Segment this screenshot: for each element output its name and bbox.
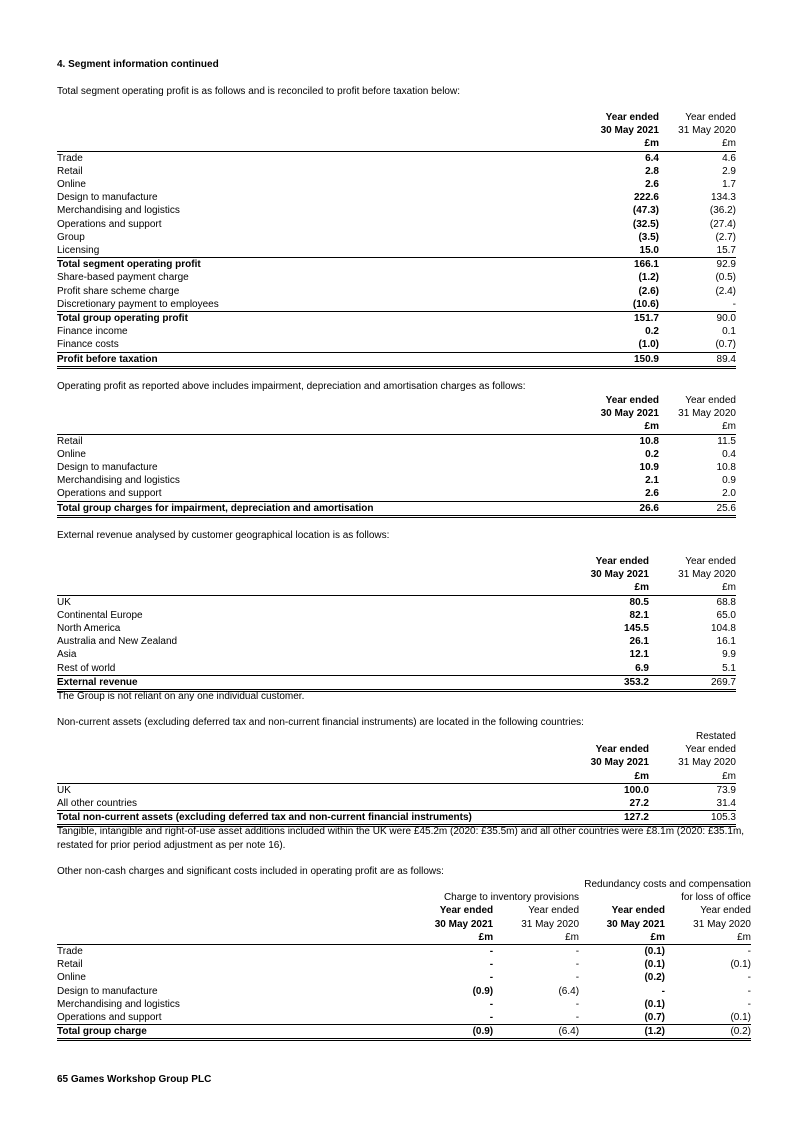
table-row: Rest of world 6.9 5.1 xyxy=(57,662,736,674)
table-row: Operations and support 2.6 2.0 xyxy=(57,488,736,500)
total-row: External revenue 353.2 269.7 xyxy=(57,675,736,690)
segment-profit-table: Year ended Year ended 30 May 2021 31 May 2020 £m £m Trade 6.4 4.6 Retail 2.8 2.9 Online 2.6 1.7 Design to manufacture 222.6 134.3 Merchandising and logistics (47.3) (36.2) Operations and support (32.5) (27.4) Group (3.5) (2.7) Licensing 15.0 15.7 Total segment operating profit 166.1 92.9 Share-based payment charge (1.2) (0.5) Profit share scheme charge (2.6) (2.4) Discretionary payment to employees (10.6) - Total group operating profit 151.7 90.0 Finance income 0.2 0.1 Finance costs (1.0) (0.7) Profit before taxation 150.9 89.4 xyxy=(57,111,736,369)
page-footer: 65 Games Workshop Group PLC xyxy=(57,1074,212,1085)
table-row: Design to manufacture 222.6 134.3 xyxy=(57,192,736,204)
subtotal-row: Total group operating profit 151.7 90.0 xyxy=(57,313,736,325)
table-row: Online - - (0.2) - xyxy=(57,972,751,984)
hdr-prior: Year ended xyxy=(685,112,736,123)
table-row: Retail 10.8 11.5 xyxy=(57,435,736,447)
redundancy-header-2: for loss of office xyxy=(681,892,751,904)
table-row: Operations and support - - (0.7) (0.1) xyxy=(57,1012,751,1024)
asset-additions-note: Tangible, intangible and right-of-use asset additions included within the UK were £45.2m (2020: £35.5m) and all other countries were £8.1m (2020: £35.1m, restated for prior period adjustment as per note 16). xyxy=(57,826,745,851)
table-row: Online 2.6 1.7 xyxy=(57,179,736,191)
intro-revenue: External revenue analysed by customer geographical location is as follows: xyxy=(57,530,390,541)
noncash-charges-table: Redundancy costs and compensation Charge to inventory provisions for loss of office Year ended Year ended Year ended Year ended 30 May 2021 31 May 2020 30 May 2021 31 May 2020 £m £m £m £m Trade - - (0.1) - Retail - - (0.1) (0.1) Online - - (0.2) - Design to manufacture (0.9) (6.4) - - Merchandising and logistics - - (0.1) - Operations and support - - (0.7) (0.1) Total group charge (0.9) (6.4) (1.2) (0.2) xyxy=(57,878,751,1041)
hdr-cur: Year ended xyxy=(605,112,659,123)
table-row: Share-based payment charge (1.2) (0.5) xyxy=(57,272,736,284)
table-row: Asia 12.1 9.9 xyxy=(57,649,736,661)
intro-segment-profit: Total segment operating profit is as follows and is reconciled to profit before taxation below: xyxy=(57,86,460,97)
table-row: Merchandising and logistics - - (0.1) - xyxy=(57,998,751,1010)
table-row: North America 145.5 104.8 xyxy=(57,623,736,635)
table-row: Australia and New Zealand 26.1 16.1 xyxy=(57,636,736,648)
restated-label: Restated xyxy=(695,731,736,742)
table-row: Finance costs (1.0) (0.7) xyxy=(57,339,736,351)
inventory-header: Charge to inventory provisions xyxy=(443,892,580,904)
table-row: Design to manufacture 10.9 10.8 xyxy=(57,462,736,474)
intro-depreciation: Operating profit as reported above includes impairment, depreciation and amortisation charges as follows: xyxy=(57,381,526,392)
table-row: Discretionary payment to employees (10.6) - xyxy=(57,298,736,310)
table-row: Licensing 15.0 15.7 xyxy=(57,245,736,257)
table-row: Retail 2.8 2.9 xyxy=(57,165,736,177)
table-row: Trade - - (0.1) - xyxy=(57,946,751,958)
intro-noncash-charges: Other non-cash charges and significant costs included in operating profit are as follows: xyxy=(57,866,444,877)
table-row: Merchandising and logistics 2.1 0.9 xyxy=(57,475,736,487)
table-row: Trade 6.4 4.6 xyxy=(57,152,736,164)
noncurrent-assets-table: Restated Year ended Year ended 30 May 2021 31 May 2020 £m £m UK 100.0 73.9 All other countries 27.2 31.4 Total non-current assets (excluding deferred tax and non-current financial instruments) 127.2 105.3 xyxy=(57,730,736,827)
revenue-table: Year ended Year ended 30 May 2021 31 May 2020 £m £m UK 80.5 68.8 Continental Europe 82.1 65.0 North America 145.5 104.8 Australia and New Zealand 26.1 16.1 Asia 12.1 9.9 Rest of world 6.9 5.1 External revenue 353.2 269.7 xyxy=(57,555,736,692)
table-row: Retail - - (0.1) (0.1) xyxy=(57,959,751,971)
depreciation-table: Year ended Year ended 30 May 2021 31 May 2020 £m £m Retail 10.8 11.5 Online 0.2 0.4 Design to manufacture 10.9 10.8 Merchandising and logistics 2.1 0.9 Operations and support 2.6 2.0 Total group charges for impairment, depreciation and amortisation 26.6 25.6 xyxy=(57,394,736,518)
total-row: Profit before taxation 150.9 89.4 xyxy=(57,352,736,367)
total-row: Total group charge (0.9) (6.4) (1.2) (0.2) xyxy=(57,1025,751,1040)
table-row: Finance income 0.2 0.1 xyxy=(57,326,736,338)
table-row: Merchandising and logistics (47.3) (36.2) xyxy=(57,205,736,217)
section-heading: 4. Segment information continued xyxy=(57,59,219,70)
intro-noncurrent-assets: Non-current assets (excluding deferred tax and non-current financial instruments) are located in the following countries: xyxy=(57,717,584,728)
table-row: Online 0.2 0.4 xyxy=(57,448,736,460)
table-row: Design to manufacture (0.9) (6.4) - - xyxy=(57,985,751,997)
table-row: Profit share scheme charge (2.6) (2.4) xyxy=(57,285,736,297)
table-row: Group (3.5) (2.7) xyxy=(57,231,736,243)
table-row: Operations and support (32.5) (27.4) xyxy=(57,218,736,230)
subtotal-row: Total segment operating profit 166.1 92.9 xyxy=(57,259,736,271)
table-row: UK 80.5 68.8 xyxy=(57,596,736,608)
total-row: Total group charges for impairment, depreciation and amortisation 26.6 25.6 xyxy=(57,501,736,516)
total-row: Total non-current assets (excluding deferred tax and non-current financial instruments) 127.2 105.3 xyxy=(57,811,736,826)
customer-note: The Group is not reliant on any one individual customer. xyxy=(57,691,305,702)
redundancy-header-1: Redundancy costs and compensation xyxy=(584,879,751,890)
table-row: UK 100.0 73.9 xyxy=(57,784,736,796)
table-row: All other countries 27.2 31.4 xyxy=(57,798,736,810)
table-row: Continental Europe 82.1 65.0 xyxy=(57,609,736,621)
